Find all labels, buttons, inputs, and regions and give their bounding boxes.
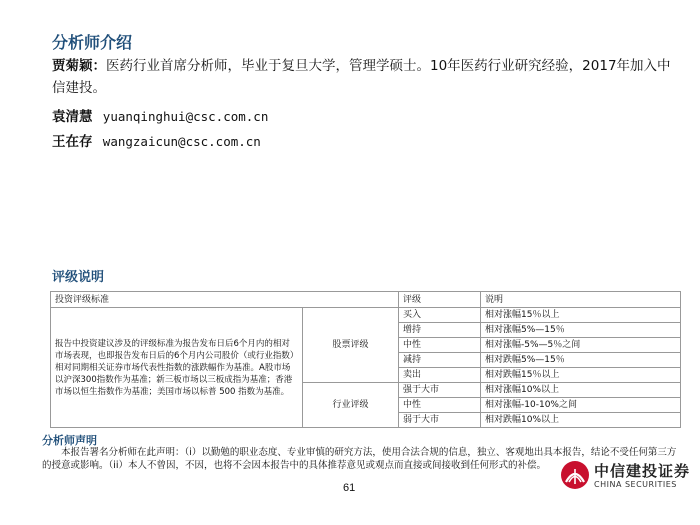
analyst-bio — [52, 55, 672, 99]
rating-value: 中性 — [399, 398, 481, 413]
rating-explanation: 相对涨幅15％以上 — [481, 308, 681, 323]
contact-row — [52, 105, 268, 125]
rating-value: 买入 — [399, 308, 481, 323]
contact-row — [52, 130, 261, 150]
rating-value: 卖出 — [399, 368, 481, 383]
stock-rating-group: 股票评级 — [303, 308, 399, 383]
rating-table-header — [51, 292, 681, 308]
rating-table — [50, 291, 681, 428]
rating-explanation: 相对涨幅10%以上 — [481, 383, 681, 398]
contact-name: 王在存 — [52, 134, 93, 150]
rating-explanation: 相对跌幅15％以上 — [481, 368, 681, 383]
rating-value: 强于大市 — [399, 383, 481, 398]
rating-value: 中性 — [399, 338, 481, 353]
analyst-name: 贾菊颖： — [52, 58, 106, 74]
rating-section-title: 评级说明 — [52, 270, 105, 285]
rating-value: 增持 — [399, 323, 481, 338]
header-rating: 评级 — [399, 292, 481, 308]
industry-rating-group: 行业评级 — [303, 383, 399, 428]
analyst-bio-text: 医药行业首席分析师，毕业于复旦大学，管理学硕士。10年医药行业研究经验，2017年加入中信建投。 — [52, 58, 671, 96]
company-logo-cn: 中信建投证券 — [594, 462, 691, 480]
company-logo-en: CHINA SECURITIES — [594, 480, 677, 489]
disclaimer-text: 本报告署名分析师在此声明：（i）以勤勉的职业态度、专业审慎的研究方法，使用合法合规的信息，独立、客观地出具本报告，结论不受任何第三方的授意或影响。（ii）本人不曾因，不因，也将不会因本报告中的具体推荐意见或观点而直接或间接收到任何形式的补偿。 — [42, 447, 677, 471]
rating-value: 减持 — [399, 353, 481, 368]
header-explanation: 说明 — [481, 292, 681, 308]
rating-explanation: 相对涨幅5%—15％ — [481, 323, 681, 338]
rating-value: 弱于大市 — [399, 413, 481, 428]
rating-explanation: 相对涨幅-10-10%之间 — [481, 398, 681, 413]
rating-standard-description: 报告中投资建议涉及的评级标准为报告发布日后6个月内的相对市场表现，也即报告发布日后的6个月内公司股价（或行业指数）相对同期相关证券市场代表性指数的涨跌幅作为基准。A股市场以沪深300指数作为基准；新三板市场以三板成指为基准；香港市场以恒生指数作为基准；美国市场以标普 500 指数为基准。 — [51, 308, 303, 428]
company-logo — [560, 458, 700, 498]
company-logo-icon — [560, 460, 590, 490]
contact-email[interactable]: wangzaicun@csc.com.cn — [102, 134, 261, 149]
contact-email[interactable]: yuanqinghui@csc.com.cn — [102, 109, 269, 124]
rating-explanation: 相对跌幅10%以上 — [481, 413, 681, 428]
analyst-intro-title: 分析师介绍 — [52, 33, 133, 52]
page-number: 61 — [343, 482, 356, 494]
disclaimer-title: 分析师声明 — [42, 434, 97, 447]
header-standard: 投资评级标准 — [51, 292, 399, 308]
rating-explanation: 相对跌幅5%—15％ — [481, 353, 681, 368]
rating-explanation: 相对涨幅-5%—5％之间 — [481, 338, 681, 353]
table-row — [51, 308, 681, 323]
contact-name: 袁清慧 — [52, 109, 93, 125]
